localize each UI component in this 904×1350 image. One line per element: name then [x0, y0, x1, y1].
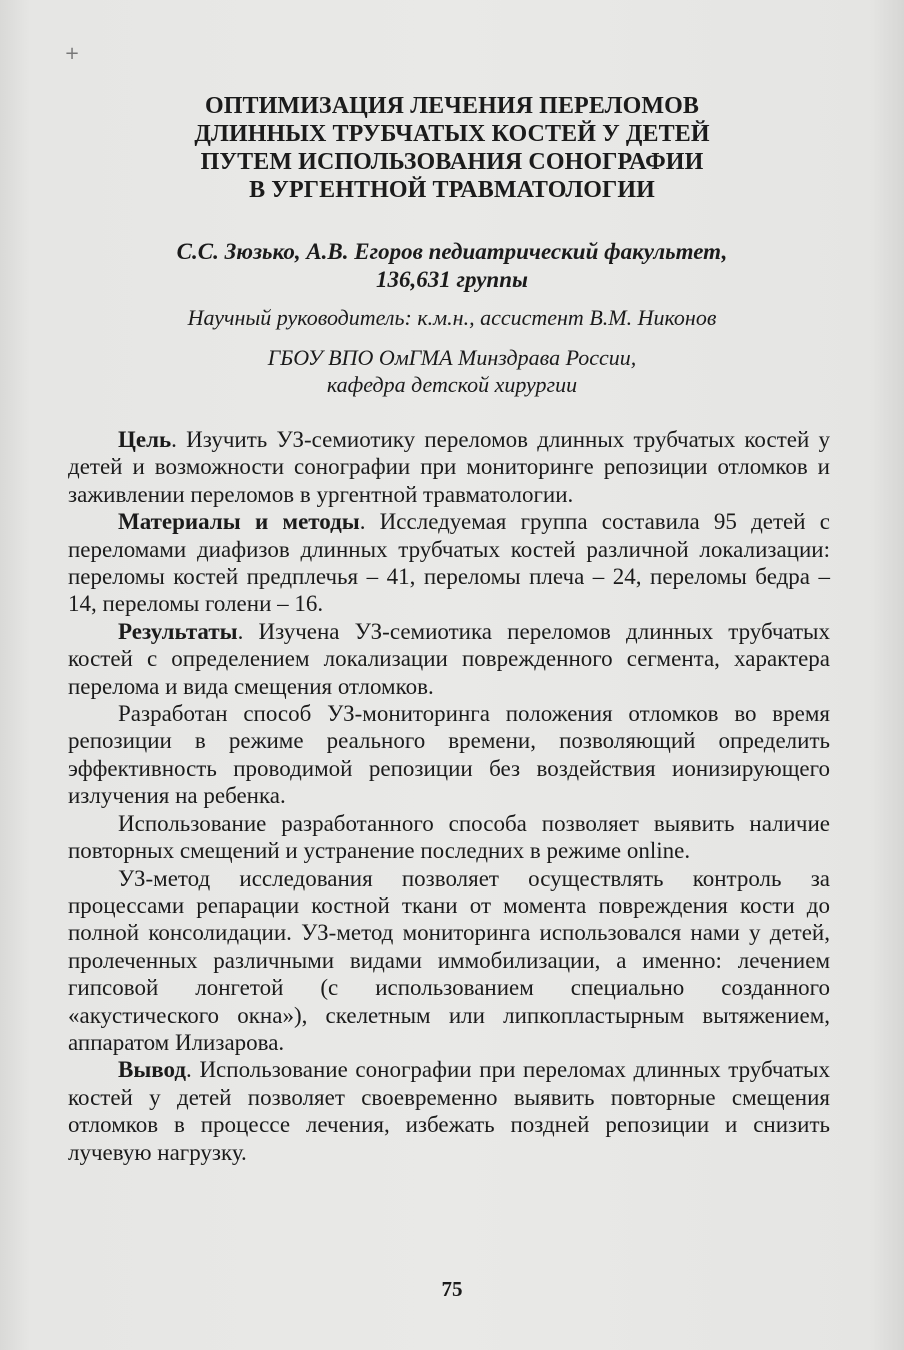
paragraph-label: Цель	[118, 427, 172, 452]
paragraph-results	[68, 618, 830, 700]
authors-line: С.С. Зюзько, А.В. Егоров педиатрический факультет,	[176, 239, 728, 264]
page-number: 75	[441, 1277, 463, 1301]
organization-line: ГБОУ ВПО ОмГМА Минздрава России,	[267, 345, 637, 370]
title-line: ПУТЕМ ИСПОЛЬЗОВАНИЯ СОНОГРАФИИ	[200, 149, 704, 175]
title-line: ДЛИННЫХ ТРУБЧАТЫХ КОСТЕЙ У ДЕТЕЙ	[194, 121, 710, 147]
paragraph-text: Разработан способ УЗ-мониторинга положения отломков во время репозиции в режиме реального времени, позволяющий определить эффективность проводимой репозиции без воздействия ионизирующего излучения на ребенка.	[68, 701, 830, 809]
paragraph-label: Вывод	[118, 1057, 187, 1083]
paragraph-text: . Изучить УЗ-семиотику переломов длинных трубчатых костей у детей и возможности сонографии при мониторинге репозиции отломков и заживлении переломов в ургентной травматологии.	[68, 427, 830, 507]
paragraph	[68, 810, 830, 865]
paragraph-text: . Использование сонографии при переломах длинных трубчатых костей у детей позволяет своевременно выявить повторные смещения отломков в процессе лечения, избежать поздней репозиции и снизить лучевую нагрузку.	[68, 1057, 830, 1165]
supervisor: Научный руководитель: к.м.н., ассистент В.М. Никонов	[187, 305, 717, 330]
paragraph-conclusion	[68, 1056, 830, 1166]
authors	[100, 238, 804, 294]
paragraph	[68, 865, 830, 1057]
paragraph	[68, 700, 830, 810]
paragraph-text: . Исследуемая группа составила 95 детей с переломами диафизов длинных трубчатых костей различной локализации: переломы костей предплечья – 41, переломы плеча – 24, переломы бедра – 14, переломы голени – 16.	[68, 509, 830, 617]
paragraph-text: . Изучена УЗ-семиотика переломов длинных трубчатых костей с определением локализации поврежденного сегмента, характера перелома и вида смещения отломков.	[68, 618, 830, 699]
authors-line: 136,631 группы	[376, 267, 528, 292]
paragraph-text: УЗ-метод исследования позволяет осуществлять контроль за процессами репарации костной ткани от момента повреждения кости до полной консолидации. УЗ-метод мониторинга использовался нами у детей, пролеченных различными видами иммобилизации, а именно: лечением гипсовой лонгетой (с использованием специально созданного «акустического окна»), скелетным или липкопластырным вытяжением, аппаратом Илизарова.	[68, 865, 830, 1055]
paragraph-aim	[68, 426, 830, 508]
article-title	[110, 92, 794, 204]
organization	[100, 344, 804, 398]
title-line: ОПТИМИЗАЦИЯ ЛЕЧЕНИЯ ПЕРЕЛОМОВ	[205, 93, 699, 119]
organization-line: кафедра детской хирургии	[326, 372, 578, 397]
paragraph-label: Материалы и методы	[118, 509, 360, 535]
title-line: В УРГЕНТНОЙ ТРАВМАТОЛОГИИ	[249, 177, 655, 203]
paragraph-text: Использование разработанного способа позволяет выявить наличие повторных смещений и устранение последних в режиме online.	[68, 810, 830, 864]
paragraph-methods	[68, 508, 830, 618]
article-body	[68, 426, 830, 1166]
registration-mark-icon: +	[64, 43, 80, 64]
paragraph-label: Результаты	[118, 618, 238, 644]
